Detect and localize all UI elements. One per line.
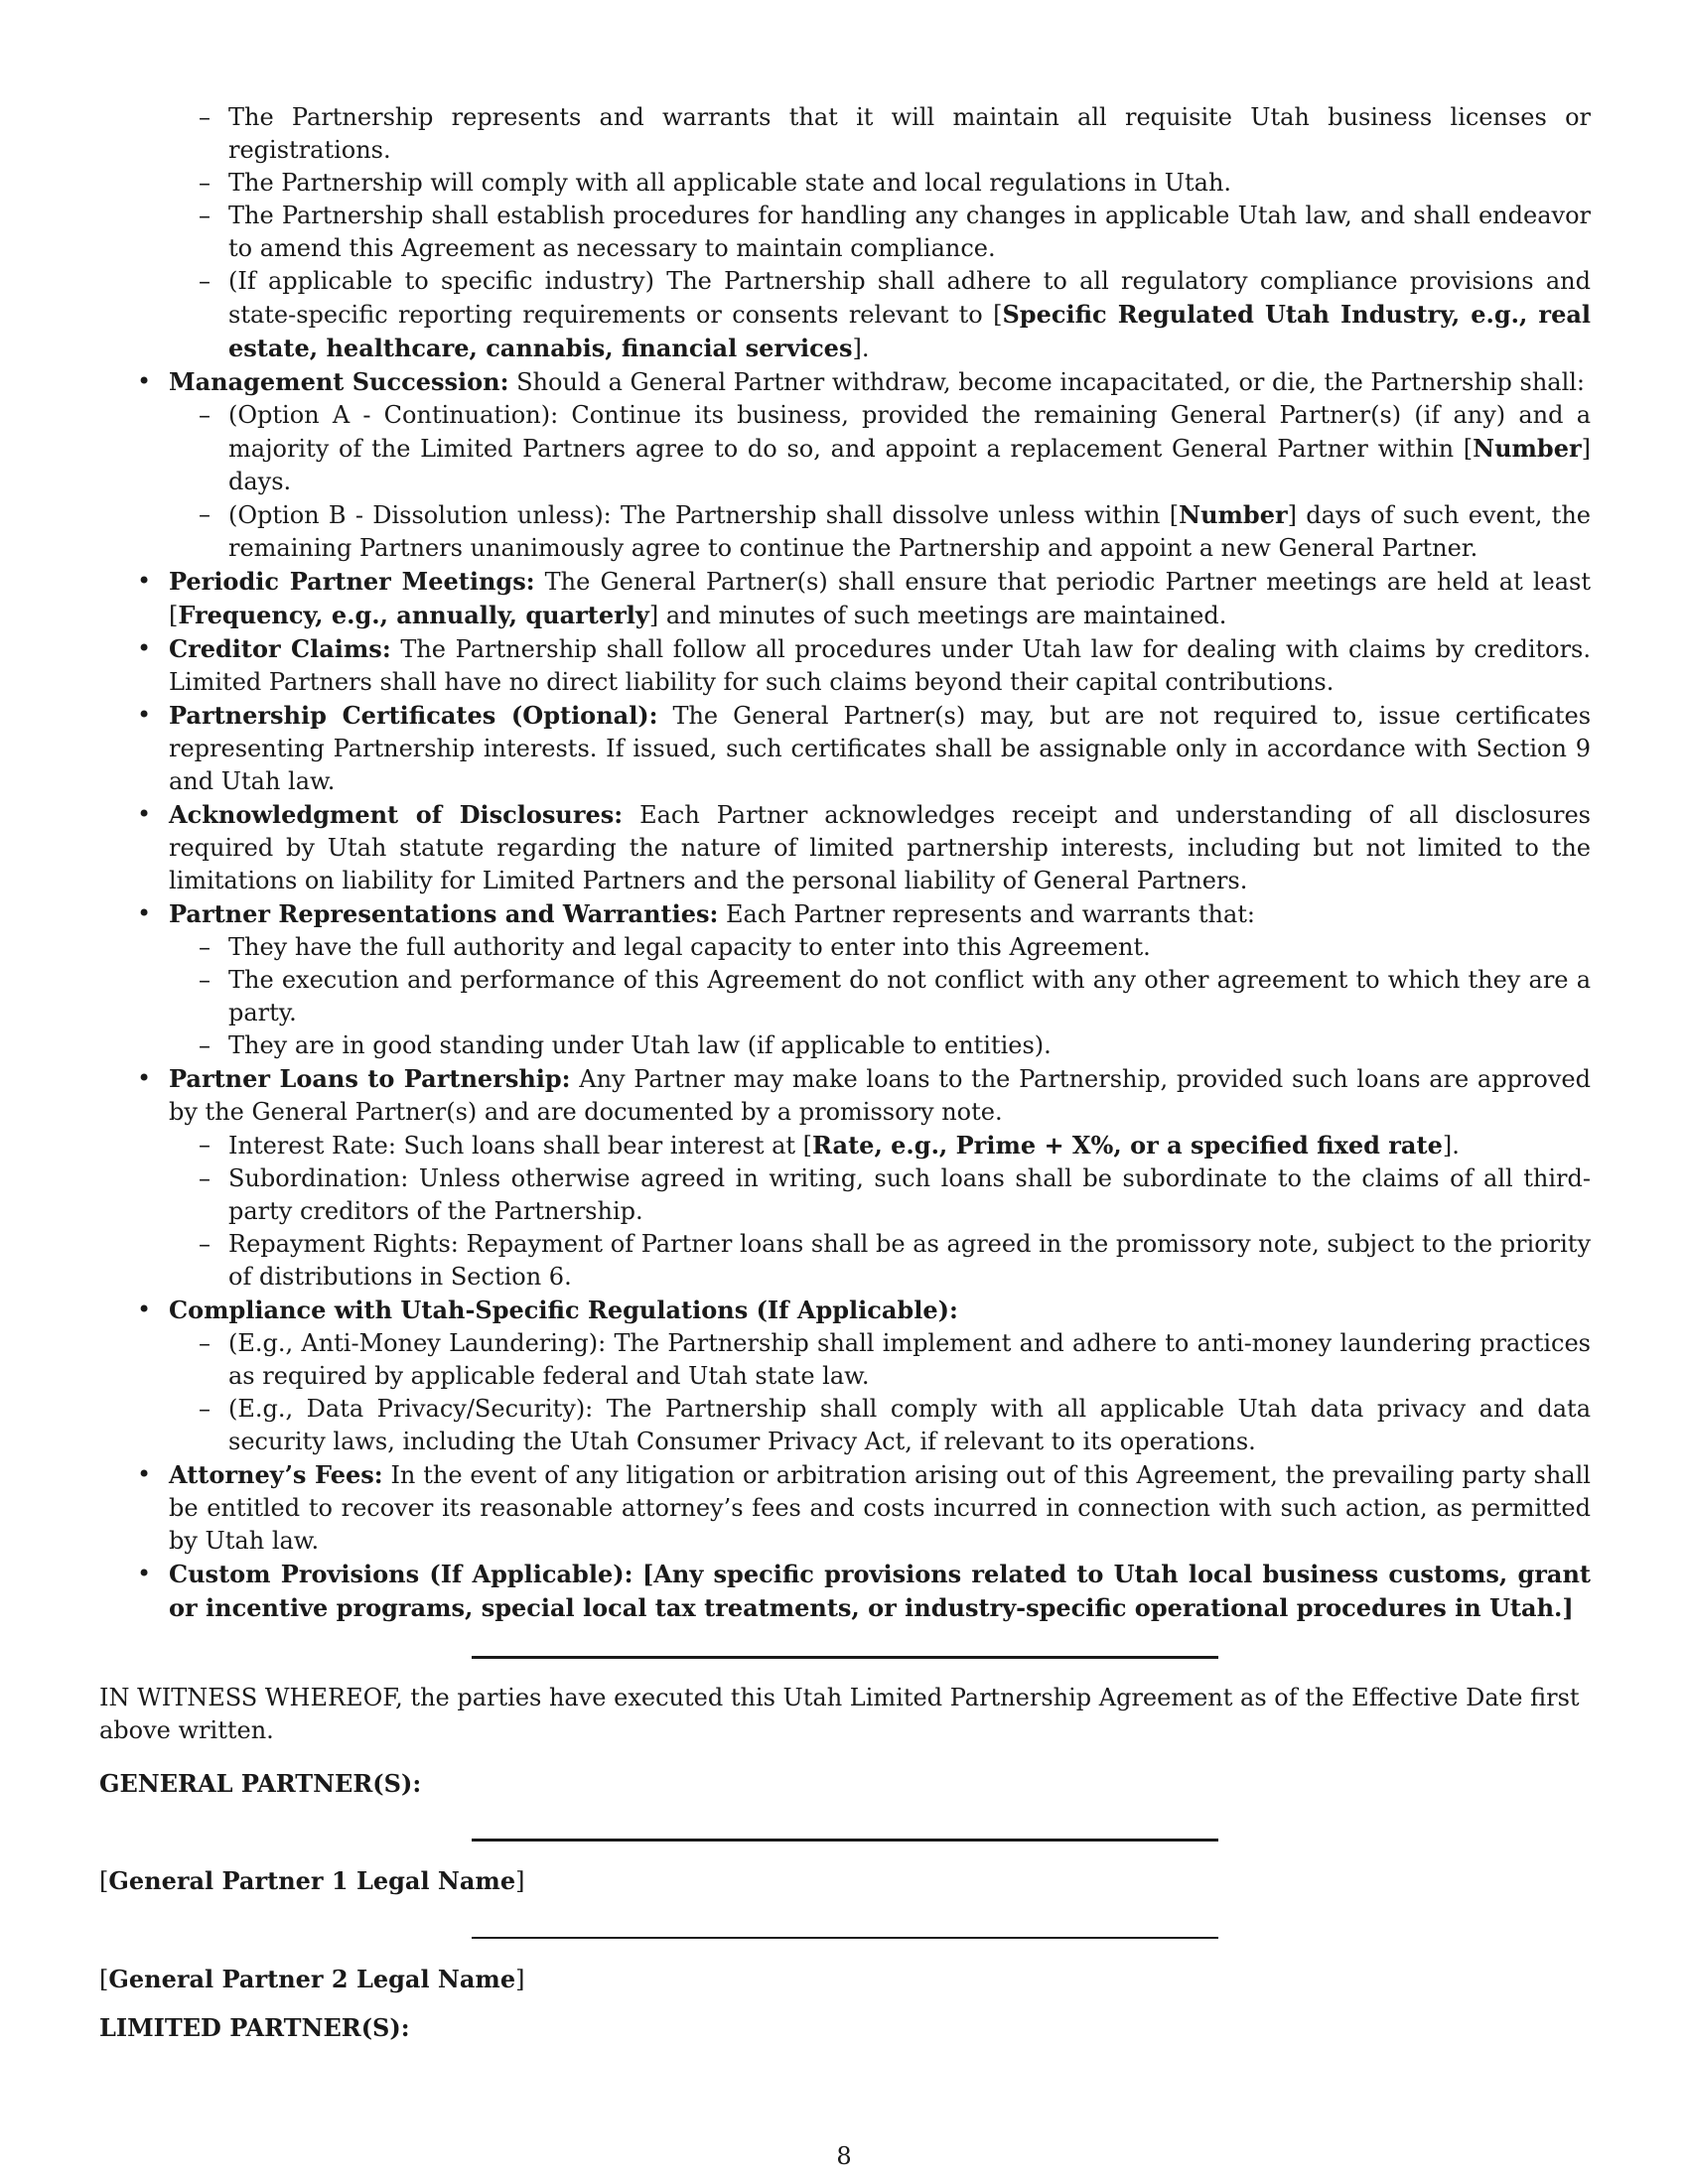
bullet-icon: • <box>137 1560 152 1587</box>
utah-compliance-subitems <box>99 101 1591 365</box>
bullet-icon: • <box>137 634 152 662</box>
general-partners-heading: GENERAL PARTNER(S): <box>99 1769 422 1798</box>
list-item: – They have the full authority and legal capacity to enter into this Agreement. <box>169 931 1591 964</box>
partner-representations: • Partner Representations and Warranties: Each Partner represents and warrants that: – They have the full authority and legal capacity to enter into this Agreement. – The execution and performance of this Agreement do not conflict with any other agreement to which they are a party. – They are in good standing under Utah law (if applicable to entities). <box>99 897 1591 1062</box>
list-item: – (E.g., Data Privacy/Security): The Partnership shall comply with all applicable Utah data privacy and data security laws, including the Utah Consumer Privacy Act, if relevant to its operations. <box>169 1393 1591 1458</box>
signature-line-gp1 <box>472 1839 1218 1842</box>
list-item: – The Partnership represents and warrants that it will maintain all requisite Utah business licenses or registrations. <box>99 101 1591 167</box>
list-item: – (Option B - Dissolution unless): The Partnership shall dissolve unless within [Number] days of such event, the remaining Partners unanimously agree to continue the Partnership and appoint a new General Partner. <box>169 498 1591 565</box>
list-item: – (E.g., Anti-Money Laundering): The Partnership shall implement and adhere to anti-money laundering practices as required by applicable federal and Utah state law. <box>169 1327 1591 1393</box>
signature-line-gp2 <box>472 1937 1218 1939</box>
list-item: – Subordination: Unless otherwise agreed in writing, such loans shall be subordinate to the claims of all third-party creditors of the Partnership. <box>169 1162 1591 1228</box>
gp2-name: [General Partner 2 Legal Name] <box>99 1965 525 1993</box>
attorneys-fees: • Attorney’s Fees: In the event of any litigation or arbitration arising out of this Agreement, the prevailing party shall be entitled to recover its reasonable attorney’s fees and costs incurred in connection with such action, as permitted by Utah law. <box>137 1460 1591 1555</box>
periodic-meetings: • Periodic Partner Meetings: The General Partner(s) shall ensure that periodic Partner meetings are held at least [Frequency, e.g., annually, quarterly] and minutes of such meetings are maintained. <box>137 567 1591 629</box>
document-body <box>99 101 1591 1625</box>
list-item: – The execution and performance of this Agreement do not conflict with any other agreement to which they are a party. <box>169 964 1591 1029</box>
list-item: – Interest Rate: Such loans shall bear interest at [Rate, e.g., Prime + X%, or a specified fixed rate]. <box>169 1129 1591 1162</box>
list-item: – (Option A - Continuation): Continue its business, provided the remaining General Partner(s) (if any) and a majority of the Limited Partners agree to do so, and appoint a replacement General Partner within [Number] days. <box>169 399 1591 498</box>
partner-loans: • Partner Loans to Partnership: Any Partner may make loans to the Partnership, provided such loans are approved by the General Partner(s) and are documented by a promissory note. – Interest Rate: Such loans shall bear interest at [Rate, e.g., Prime + X%, or a specified fixed rate]. – Subordination: Unless otherwise agreed in writing, such loans shall be subordinate to the claims of all third-party creditors of the Partnership. – Repayment Rights: Repayment of Partner loans shall be as agreed in the promissory note, subject to the priority of distributions in Section 6. <box>99 1062 1591 1294</box>
bullet-icon: • <box>137 701 152 729</box>
utah-specific-compliance: • Compliance with Utah-Specific Regulations (If Applicable): – (E.g., Anti-Money Laundering): The Partnership shall implement and adhere to anti-money laundering practices as required by applicable federal and Utah state law. – (E.g., Data Privacy/Security): The Partnership shall comply with all applicable Utah data privacy and data security laws, including the Utah Consumer Privacy Act, if relevant to its operations. <box>99 1294 1591 1458</box>
acknowledgment-disclosures: • Acknowledgment of Disclosures: Each Partner acknowledges receipt and understanding of all disclosures required by Utah statute regarding the nature of limited partnership interests, including but not limited to the limitations on liability for Limited Partners and the personal liability of General Partners. <box>137 800 1591 894</box>
bullet-icon: • <box>137 1296 152 1323</box>
bullet-icon: • <box>137 567 152 595</box>
bullet-icon: • <box>137 899 152 927</box>
bullet-icon: • <box>137 1064 152 1092</box>
creditor-claims: • Creditor Claims: The Partnership shall follow all procedures under Utah law for dealing with claims by creditors. Limited Partners shall have no direct liability for such claims beyond their capital contributions. <box>137 634 1592 696</box>
partnership-certificates: • Partnership Certificates (Optional): The General Partner(s) may, but are not required to, issue certificates representing Partnership interests. If issued, such certificates shall be assignable only in accordance with Section 9 and Utah law. <box>137 701 1592 795</box>
list-item: – The Partnership will comply with all applicable state and local regulations in Utah. <box>99 167 1591 200</box>
list-item: – Repayment Rights: Repayment of Partner loans shall be as agreed in the promissory note, subject to the priority of distributions in Section 6. <box>169 1228 1591 1294</box>
section-divider <box>472 1656 1218 1659</box>
bullet-icon: • <box>137 367 152 395</box>
gp1-name: [General Partner 1 Legal Name] <box>99 1866 525 1895</box>
list-item: – The Partnership shall establish procedures for handling any changes in applicable Utah law, and shall endeavor to amend this Agreement as necessary to maintain compliance. <box>99 200 1591 265</box>
witness-clause: IN WITNESS WHEREOF, the parties have executed this Utah Limited Partnership Agreement as of the Effective Date first above written. <box>99 1684 1580 1744</box>
bullet-icon: • <box>137 1460 152 1488</box>
provisions-list <box>99 365 1591 1625</box>
bullet-icon: • <box>137 800 152 828</box>
list-item: – They are in good standing under Utah law (if applicable to entities). <box>169 1029 1591 1062</box>
list-item: – (If applicable to specific industry) The Partnership shall adhere to all regulatory compliance provisions and state-specific reporting requirements or consents relevant to [Specific Regulated Utah Industry, e.g., real estate, healthcare, cannabis, financial services]. <box>99 265 1591 365</box>
placeholder-industry: Specific Regulated Utah Industry, e.g., real estate, healthcare, cannabis, financial services <box>228 300 1592 362</box>
custom-provisions: • Custom Provisions (If Applicable): [Any specific provisions related to Utah local business customs, grant or incentive programs, special local tax treatments, or industry-specific operational procedures in Utah.] <box>137 1560 1591 1622</box>
management-succession: • Management Succession: Should a General Partner withdraw, become incapacitated, or die, the Partnership shall: – (Option A - Continuation): Continue its business, provided the remaining General Partner(s) (if any) and a majority of the Limited Partners agree to do so, and appoint a replacement General Partner within [Number] days. – (Option B - Dissolution unless): The Partnership shall dissolve unless within [Number] days of such event, the remaining Partners unanimously agree to continue the Partnership and appoint a new General Partner. <box>99 365 1591 565</box>
page-number: 8 <box>836 2142 852 2170</box>
limited-partners-heading: LIMITED PARTNER(S): <box>99 2013 410 2042</box>
